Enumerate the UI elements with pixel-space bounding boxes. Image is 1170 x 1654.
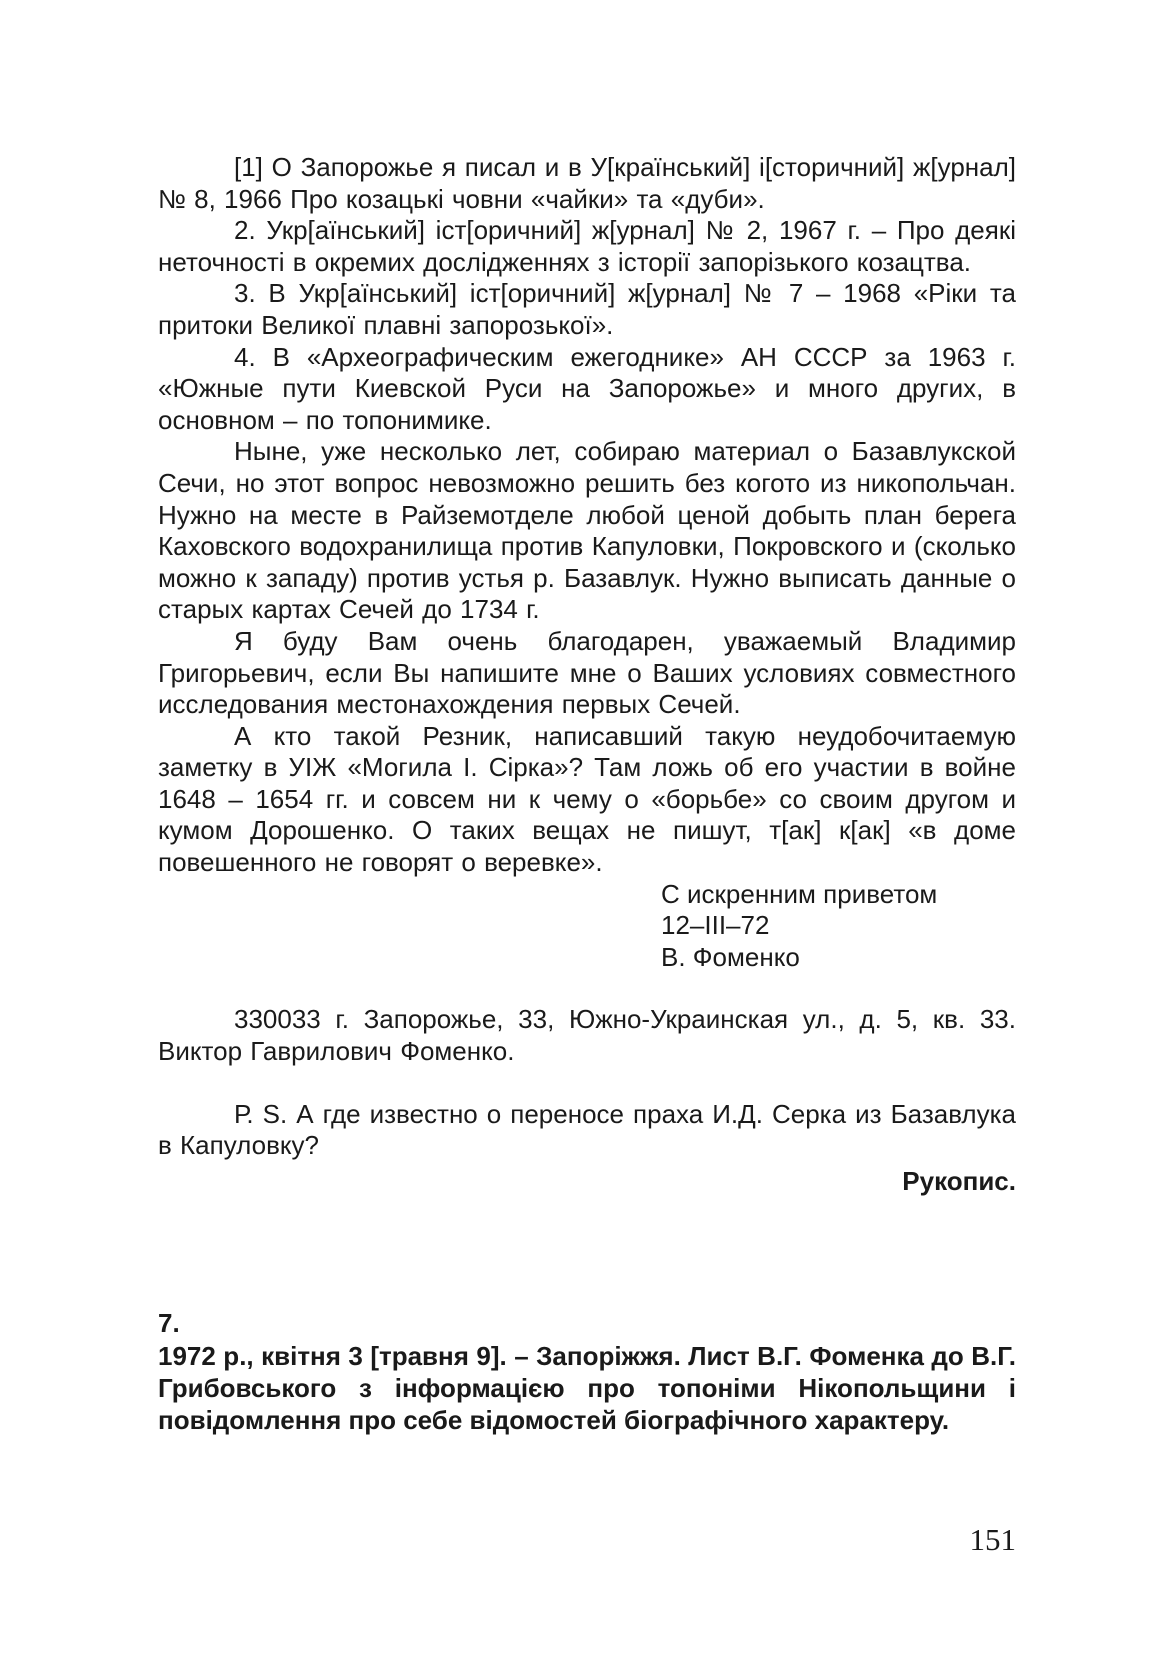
letter-paragraph-2: Я буду Вам очень благодарен, уважаемый Владимир Григорьевич, если Вы напишите мне о Ваших условиях совместного исследования местонахождения первых Сечей. <box>158 625 1016 720</box>
footnote-paragraph-2: 2. Укр[аїнський] іст[оричний] ж[урнал] № 2, 1967 г. – Про деякі неточності в окремих дослідженнях з історії запорізького козацтва. <box>158 215 1016 277</box>
letter-paragraph-1: Ныне, уже несколько лет, собираю материал о Базавлукской Сечи, но этот вопрос невозможно решить без когото из никопольчан. Нужно на месте в Райземотделе любой ценой добыть план берега Каховского водохранилища против Капуловки, Покровского и (сколько можно к западу) против устья р. Базавлук. Нужно выписать данные о старых картах Сечей до 1734 г. <box>158 436 1016 625</box>
postscript-paragraph: Р. S. А где известно о переносе праха И.Д. Серка из Базавлука в Капуловку? <box>158 1098 1016 1161</box>
footnote-paragraph-4: 4. В «Археографическим ежегоднике» АН СССР за 1963 г. «Южные пути Киевской Руси на Запорожье» и много других, в основном – по топонимике. <box>158 341 1016 435</box>
source-note: Рукопис. <box>902 1165 1016 1196</box>
signature-greeting: С искренним приветом <box>661 878 938 909</box>
address-paragraph: 330033 г. Запорожье, 33, Южно-Украинская ул., д. 5, кв. 33. Виктор Гаврилович Фоменко. <box>158 1004 1016 1067</box>
page-number: 151 <box>969 1522 1016 1557</box>
footnote-paragraph-1: [1] О Запорожье я писал и в У[країнський] і[сторичний] ж[урнал] № 8, 1966 Про козацькі човни «чайки» та «дуби». <box>158 152 1016 214</box>
document-heading: 1972 р., квітня 3 [травня 9]. – Запоріжжя. Лист В.Г. Фоменка до В.Г. Грибовського з інформацією про топоніми Нікопольщини і повідомлення про себе відомостей біографічного характеру. <box>158 1341 1016 1435</box>
document-body <box>158 152 1016 1197</box>
letter-paragraph-3: А кто такой Резник, написавший такую неудобочитаемую заметку в УІЖ «Могила І. Сірка»? Там ложь об его участии в войне 1648 – 1654 гг. и совсем ни к чему о «борьбе» со своим другом и кумом Дорошенко. О таких вещах не пишут, т[ак] к[ак] «в доме повешенного не говорят о веревке». <box>158 720 1016 878</box>
signature-date: 12–III–72 <box>661 910 770 941</box>
footnote-paragraph-3: 3. В Укр[аїнський] іст[оричний] ж[урнал] № 7 – 1968 «Ріки та притоки Великої плавні запорозької». <box>158 278 1016 340</box>
signature-name: В. Фоменко <box>661 941 800 972</box>
document-number: 7. <box>158 1308 180 1338</box>
signature-block <box>661 879 1016 974</box>
